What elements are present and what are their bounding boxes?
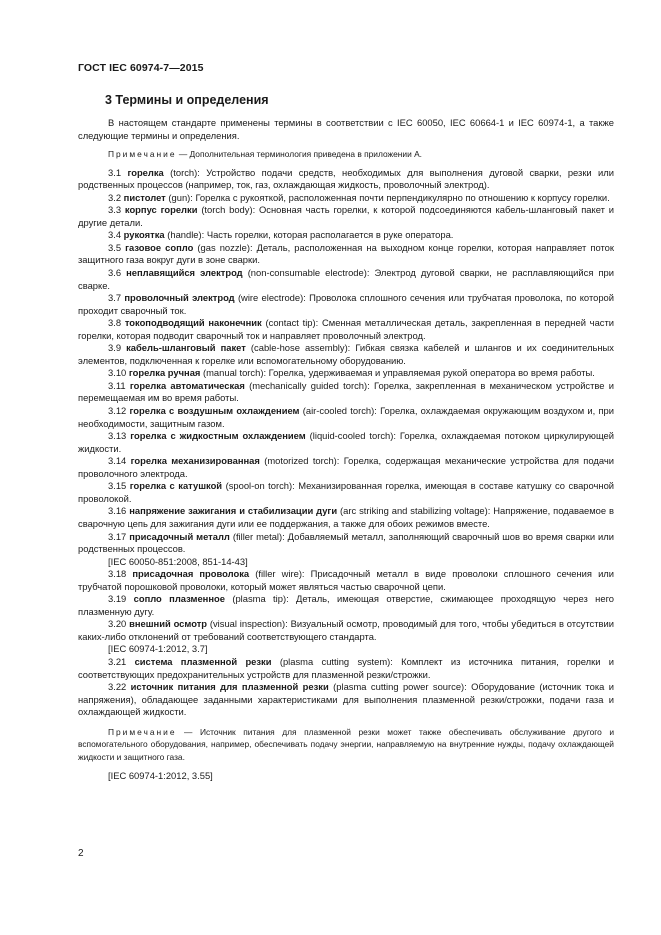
term-definition: (torch): Устройство подачи средств, необходимых для выполнения дуговой сварки, резки или родственных процессов (например, ток, газ, охлаждающая жидкость, проволочный электрод). <box>78 166 614 191</box>
term-name: газовое сопло <box>125 241 194 253</box>
term-name: сопло плазменное <box>133 593 225 605</box>
term-number: 3.18 <box>108 568 127 580</box>
term-name: проволочный электрод <box>124 292 235 304</box>
term-entry <box>78 380 614 405</box>
note-1-label: Примечание <box>108 149 177 160</box>
term-name: токоподводящий наконечник <box>124 317 262 329</box>
term-name: кабель-шланговый пакет <box>126 342 246 354</box>
term-number: 3.6 <box>108 267 122 279</box>
term-number: 3.19 <box>108 593 127 605</box>
term-entry <box>78 405 614 430</box>
note-1-text: Дополнительная терминология приведена в приложении А. <box>189 149 423 160</box>
term-number: 3.14 <box>108 455 127 467</box>
term-entry <box>78 317 614 342</box>
term-entry <box>78 430 614 455</box>
term-name: рукоятка <box>123 229 165 241</box>
term-entry <box>78 618 614 643</box>
term-entry <box>78 681 614 719</box>
term-definition: (contact tip): Сменная металлическая деталь, закрепленная в передней части горелки, которая подводит сварочный ток и направляет проволочный электрод. <box>78 317 614 341</box>
term-definition: (mechanically guided torch): Горелка, закрепленная в механическом устройстве и перемещаемая им во время работы. <box>78 379 615 404</box>
term-number: 3.17 <box>108 530 127 542</box>
term-reference: [IEC 60050-851:2008, 851-14-43] <box>108 555 248 567</box>
term-number: 3.10 <box>108 367 127 379</box>
term-name: горелка механизированная <box>130 455 260 467</box>
intro-paragraph: В настоящем стандарте применены термины в соответствии с IEC 60050, IEC 60664-1 и IEC 60974-1, а также следующие термины и определения. <box>78 117 614 141</box>
term-definition: (liquid-cooled torch): Горелка, охлаждаемая потоком циркулирующей жидкости. <box>78 430 615 454</box>
term-definition: (gas nozzle): Деталь, расположенная на выходном конце горелки, которая направляет поток защитного газа вокруг дуги в зоне сварки. <box>78 241 614 266</box>
term-definition: (plasma cutting power source): Оборудование (источник тока и напряжения), обладающее заданными характеристиками для выполнения плазменной резки/строжки, подачи газа и охлаждающей жидкости. <box>78 681 614 718</box>
note-1-dash: — <box>178 149 188 160</box>
term-entry <box>78 242 614 267</box>
term-number: 3.8 <box>108 317 122 329</box>
term-number: 3.16 <box>108 505 127 517</box>
term-entry <box>78 342 614 367</box>
term-name: внешний осмотр <box>129 618 208 630</box>
term-name: источник питания для плазменной резки <box>130 681 329 693</box>
term-definition: (motorized torch): Горелка, содержащая механические устройства для подачи проволочного электрода. <box>78 455 614 479</box>
term-entry <box>78 192 614 205</box>
final-reference: [IEC 60974-1:2012, 3.55] <box>108 770 213 782</box>
term-entry <box>78 267 614 292</box>
term-definition: (plasma cutting system): Комплект из источника питания, горелки и соответствующих предохранительных устройств для плазменной резки/строжки. <box>78 655 615 680</box>
term-entry <box>78 367 614 380</box>
term-definition: (handle): Часть горелки, которая располагается в руке оператора. <box>167 229 454 241</box>
term-number: 3.5 <box>108 241 122 253</box>
term-definition: (gun): Горелка с рукояткой, расположенная почти перпендикулярно по отношению к корпусу горелки. <box>168 191 610 203</box>
term-entry <box>78 167 614 192</box>
term-number: 3.15 <box>108 480 127 492</box>
term-definition: (non-consumable electrode): Электрод дуговой сварки, не расплавляющийся при сварке. <box>78 267 614 291</box>
term-definition: (manual torch): Горелка, удерживаемая и управляемая рукой оператора во время работы. <box>203 367 595 379</box>
term-entry <box>78 229 614 242</box>
term-name: горелка с воздушным охлаждением <box>129 405 300 417</box>
term-definition: (spool-on torch): Механизированная горелка, имеющая в составе катушку со сварочной проволокой. <box>78 480 615 504</box>
term-number: 3.4 <box>108 229 122 241</box>
term-number: 3.9 <box>108 342 122 354</box>
term-entry <box>78 292 614 317</box>
term-definition: (cable-hose assembly): Гибкая связка кабелей и шлангов и их соединительных элементов, подключенная к горелке или вспомогательному оборудованию. <box>78 342 614 366</box>
term-definition: (plasma tip): Деталь, имеющая отверстие, сжимающее проходящую через него плазменную дугу. <box>78 593 614 617</box>
term-entry <box>78 505 614 530</box>
term-name: горелка с жидкостным охлаждением <box>130 430 306 442</box>
term-name: присадочный металл <box>129 530 230 542</box>
term-name: пистолет <box>123 191 166 203</box>
term-definition: (filler wire): Присадочный металл в виде проволоки сплошного сечения или трубчатой порошковой проволоки, который может являться частью сварочной цепи. <box>78 568 615 592</box>
term-name: корпус горелки <box>124 204 198 216</box>
document-body <box>78 117 614 783</box>
term-number: 3.13 <box>108 430 127 442</box>
term-entry <box>78 204 614 229</box>
term-entry <box>78 531 614 556</box>
page-number: 2 <box>78 848 84 859</box>
term-definition: (air-cooled torch): Горелка, охлаждаемая окружающим воздухом и, при необходимости, защитным газом. <box>78 405 615 429</box>
term-name: система плазменной резки <box>134 655 272 667</box>
term-number: 3.20 <box>108 618 127 630</box>
term-number: 3.11 <box>108 379 126 391</box>
term-number: 3.12 <box>108 405 127 417</box>
term-name: горелка <box>127 166 164 178</box>
note-2-dash: — <box>184 726 193 737</box>
note-2-label: Примечание <box>108 726 177 737</box>
note-1 <box>78 148 614 161</box>
note-2-text: Источник питания для плазменной резки может также обеспечивать обслуживание другого и вспомогательного оборудования, например, обеспечивать подачу энергии, направляемую на внутренние нужды, подачу охлаждающей жидкости и защитного газа. <box>78 726 615 762</box>
term-definition: (filler metal): Добавляемый металл, заполняющий сварочный шов во время сварки или родственных процессов. <box>78 530 614 555</box>
term-name: напряжение зажигания и стабилизации дуги <box>129 505 338 517</box>
document-header: ГОСТ IEC 60974-7—2015 <box>78 62 204 74</box>
term-definition: (wire electrode): Проволока сплошного сечения или трубчатая проволока, по которой проходит сварочный ток. <box>78 292 615 316</box>
term-definition: (arc striking and stabilizing voltage): Напряжение, подаваемое в сварочную цепь для зажигания дуги или ее поддержания, а также для обоих режимов вместе. <box>78 505 615 529</box>
term-definition: (torch body): Основная часть горелки, к которой подсоединяются кабель-шланговый пакет и другие детали. <box>78 204 615 228</box>
term-entry <box>78 455 614 480</box>
note-2 <box>78 726 614 764</box>
section-title: 3 Термины и определения <box>105 93 269 107</box>
term-entry <box>78 656 614 681</box>
term-entry <box>78 593 614 618</box>
term-name: горелка с катушкой <box>129 480 223 492</box>
term-number: 3.3 <box>108 204 122 216</box>
term-name: горелка ручная <box>128 367 201 379</box>
term-name: горелка автоматическая <box>129 379 245 391</box>
term-number: 3.21 <box>108 655 127 667</box>
term-number: 3.1 <box>108 166 122 178</box>
term-number: 3.22 <box>108 681 127 693</box>
term-name: присадочная проволока <box>132 568 250 580</box>
term-definition: (visual inspection): Визуальный осмотр, проводимый для того, чтобы убедиться в отсутствии каких-либо отклонений от требований соответствующего стандарта. <box>78 618 614 642</box>
terms-list <box>78 167 614 719</box>
term-number: 3.7 <box>108 292 122 304</box>
term-reference: [IEC 60974-1:2012, 3.7] <box>108 643 208 655</box>
term-entry <box>78 568 614 593</box>
term-name: неплавящийся электрод <box>126 267 243 279</box>
term-entry <box>78 480 614 505</box>
term-number: 3.2 <box>108 191 122 203</box>
